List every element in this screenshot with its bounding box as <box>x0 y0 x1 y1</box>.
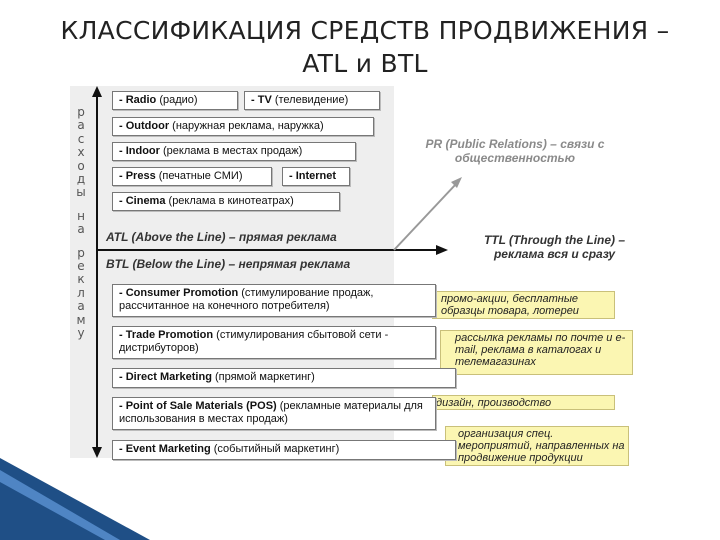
side-label-letter: а <box>77 222 85 237</box>
note-event-marketing: организация спец. мероприятий, направленных на продвижение продукции <box>445 426 629 466</box>
side-label-letter: а <box>77 299 85 314</box>
atl-label: ATL (Above the Line) – прямая реклама <box>106 230 337 244</box>
note-consumer-promotion: промо-акции, бесплатные образцы товара, лотереи <box>432 291 615 319</box>
atl-item-internet: - Internet <box>282 167 350 186</box>
note-direct-marketing: рассылка рекламы по почте и e-mail, реклама в каталогах и телемагазинах <box>440 330 633 375</box>
atl-item-press: - Press (печатные СМИ) <box>112 167 272 186</box>
note-pos: дизайн, производство <box>432 395 615 410</box>
side-label-letter: х <box>77 145 85 160</box>
side-label-letter: м <box>76 312 86 327</box>
btl-label: BTL (Below the Line) – непрямая реклама <box>106 257 351 271</box>
side-label-letter: р <box>77 245 85 260</box>
atl-item-cinema: - Cinema (реклама в кинотеатрах) <box>112 192 340 211</box>
corner-shape-dark <box>0 458 150 540</box>
side-label-letter: д <box>76 172 86 187</box>
btl-item-event-marketing: - Event Marketing (событийный маркетинг) <box>112 440 456 460</box>
btl-item-direct-marketing: - Direct Marketing (прямой маркетинг) <box>112 368 456 388</box>
side-label-letter: у <box>77 326 85 341</box>
atl-item-indoor: - Indoor (реклама в местах продаж) <box>112 142 356 161</box>
atl-item-radio: - Radio (радио) <box>112 91 238 110</box>
side-label-letter: р <box>77 105 85 119</box>
btl-item-trade-promotion: - Trade Promotion (стимулирования сбытовой сети - дистрибуторов) <box>112 326 436 359</box>
side-label-letter: ы <box>76 185 86 200</box>
side-label-letter: о <box>77 158 85 173</box>
atl-item-outdoor: - Outdoor (наружная реклама, наружка) <box>112 117 374 136</box>
page-title-line-2: ATL и BTL <box>302 49 428 78</box>
side-label-letter: с <box>77 131 85 146</box>
side-label-letter: н <box>77 208 85 223</box>
side-label-letter: л <box>77 285 85 300</box>
btl-item-pos: - Point of Sale Materials (POS) (рекламные материалы для использования в местах продаж) <box>112 397 436 430</box>
side-label-letter: а <box>77 118 85 133</box>
page-title-line-1: КЛАССИФИКАЦИЯ СРЕДСТВ ПРОДВИЖЕНИЯ – <box>60 16 670 45</box>
btl-item-consumer-promotion: - Consumer Promotion (стимулирование продаж, рассчитанное на конечного потребителя) <box>112 284 436 317</box>
atl-item-tv: - TV (телевидение) <box>244 91 380 110</box>
ttl-label: TTL (Through the Line) – реклама вся и сразу <box>483 233 626 261</box>
side-label-letter: е <box>77 259 85 274</box>
pr-label: PR (Public Relations) – связи с общественностью <box>425 137 605 165</box>
side-label-letter: к <box>77 272 85 287</box>
